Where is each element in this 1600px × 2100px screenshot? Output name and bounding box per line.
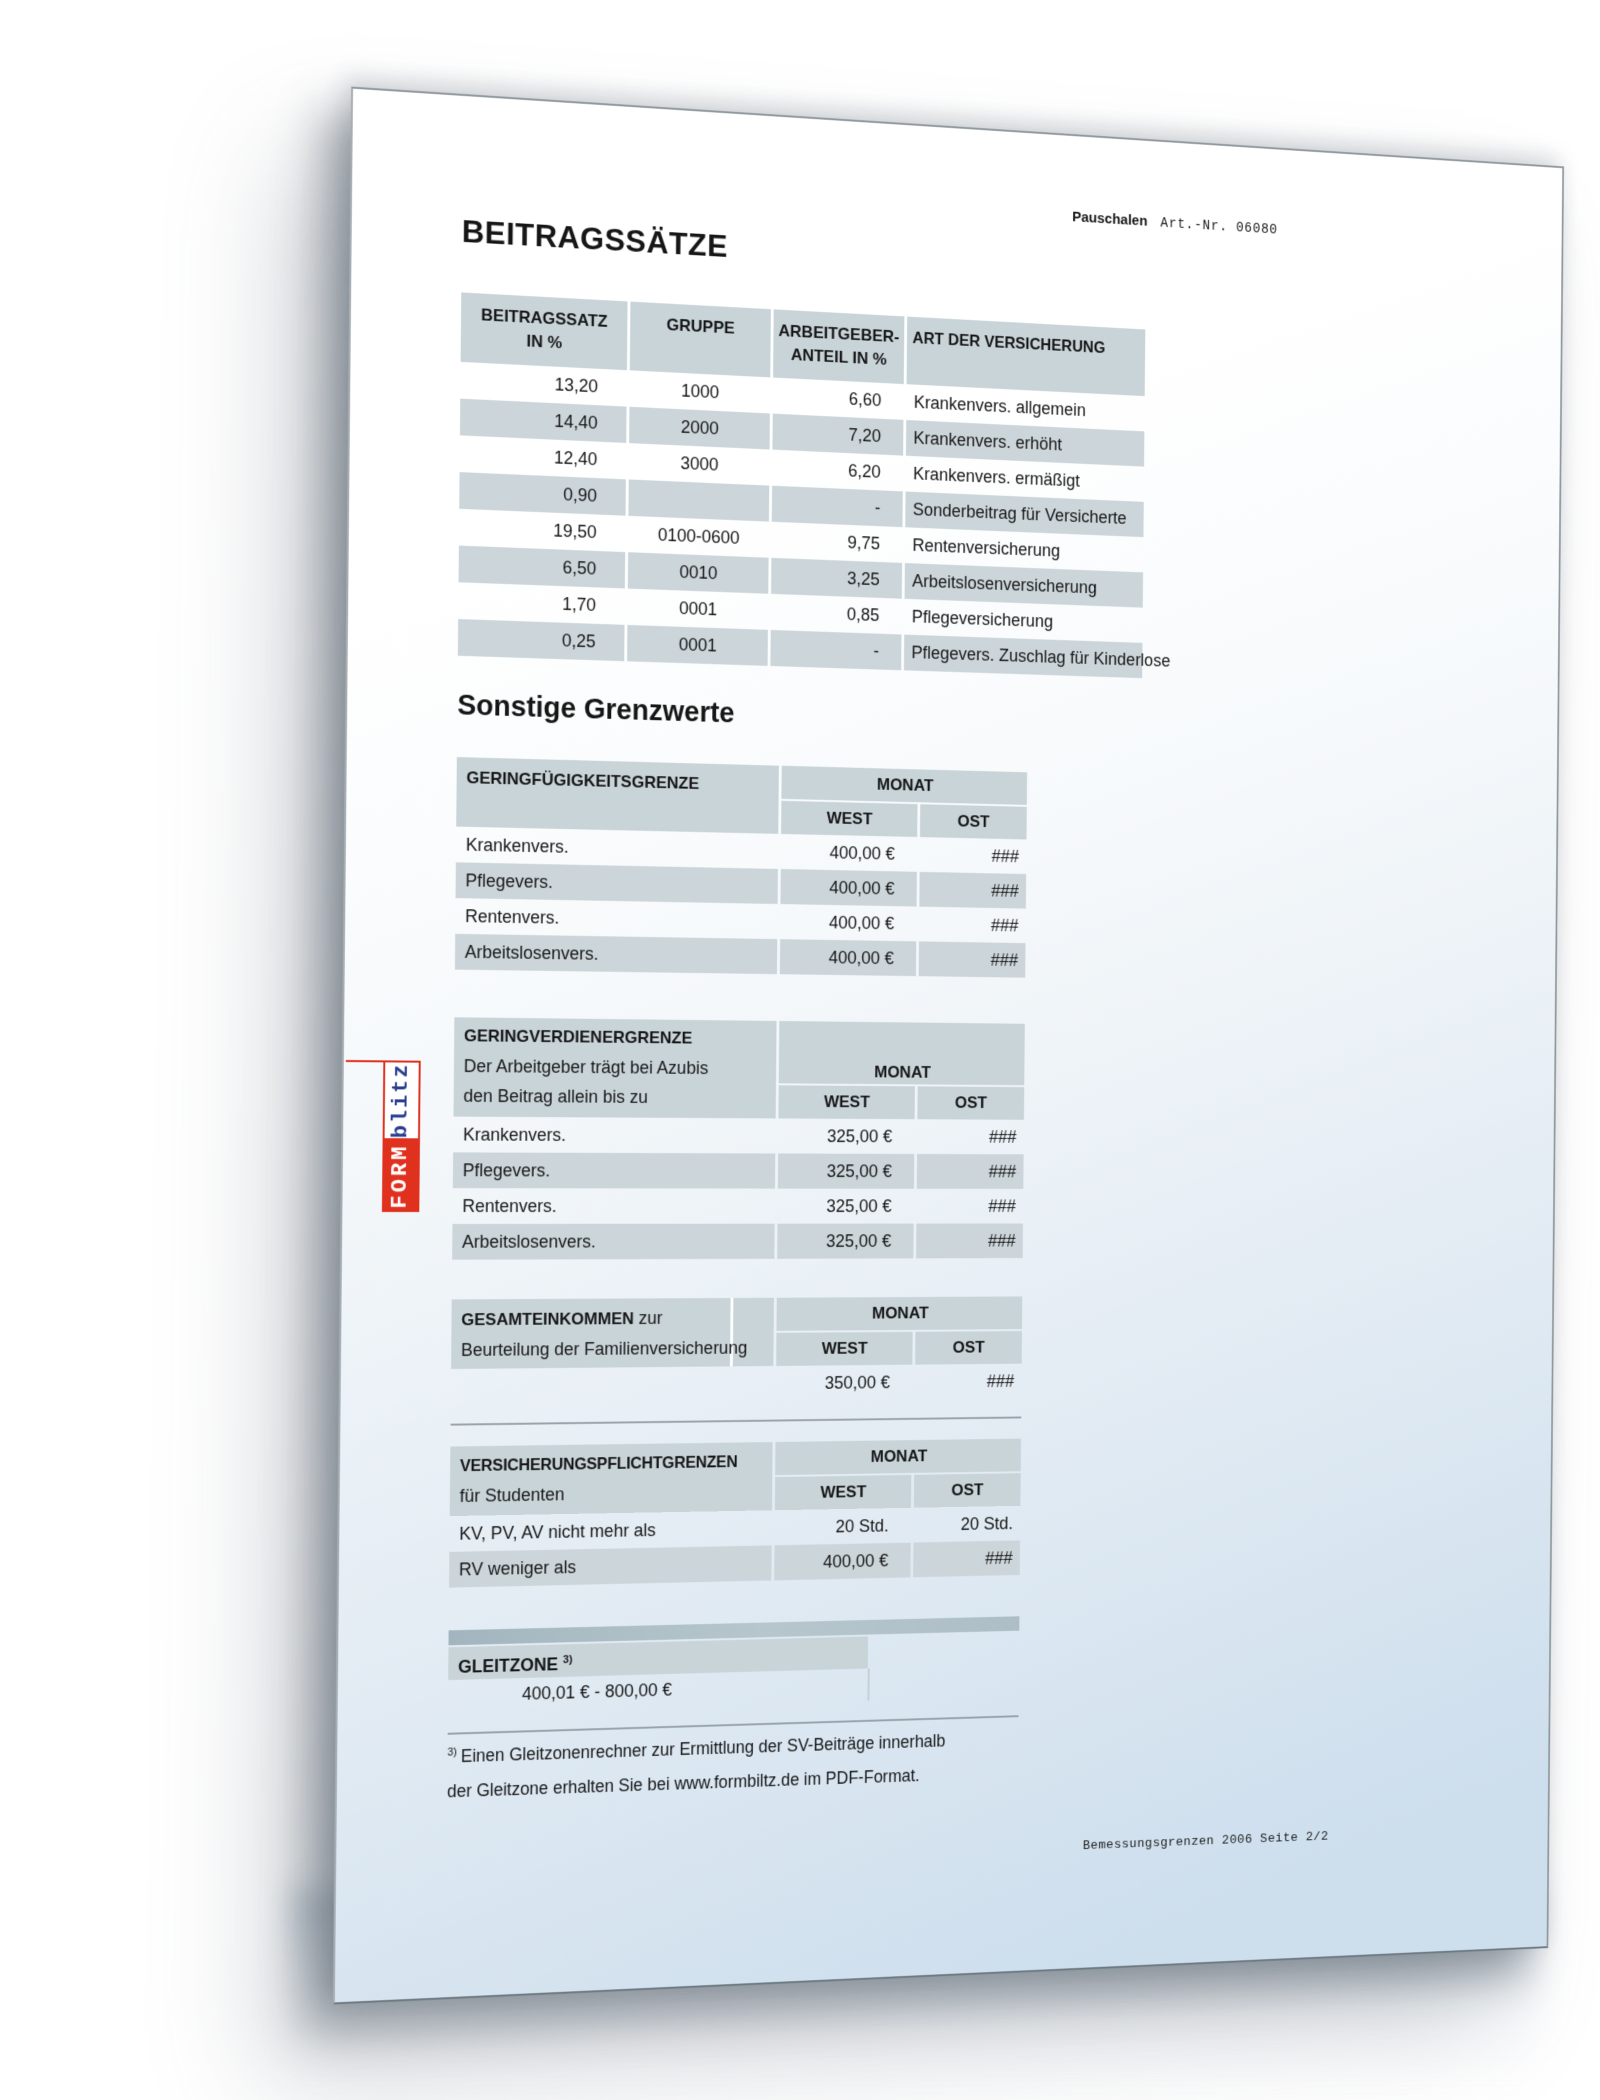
formblitz-logo	[382, 1060, 423, 1212]
col-header-line: BEITRAGSSATZ	[480, 305, 608, 331]
monat-header: MONAT	[779, 1021, 1025, 1085]
cell-west: 400,00 €	[829, 842, 895, 864]
cell-anteil: 0,85	[846, 604, 880, 626]
cell-art: Krankenvers. erhöht	[906, 420, 1144, 467]
cell-ost: ###	[988, 1196, 1016, 1216]
col-header-beitragssatz	[461, 292, 628, 370]
footnote-text: Einen Gleitzonenrechner zur Ermittlung der SV-Beiträge innerhalb	[460, 1730, 946, 1767]
cell-label: KV, PV, AV nicht mehr als	[459, 1520, 656, 1544]
cell-west: 400,00 €	[780, 869, 916, 907]
cell-gruppe	[628, 479, 769, 521]
cell-west: 325,00 €	[826, 1196, 892, 1216]
document-page	[333, 87, 1564, 2005]
cell-west: 20 Std.	[835, 1515, 889, 1537]
cell-satz: 13,20	[554, 374, 599, 397]
cell-ost: ###	[919, 941, 1026, 977]
divider-line	[451, 1416, 1022, 1425]
cell-ost: ###	[919, 872, 1026, 909]
col-header-line: ARBEITGEBER-	[778, 321, 900, 347]
section-heading: Sonstige Grenzwerte	[457, 689, 735, 730]
table-row	[453, 1152, 1024, 1189]
cell-art: Sonderbeitrag für Versicherte	[905, 492, 1144, 538]
monat-header: MONAT	[776, 1296, 1022, 1330]
cell-satz: 14,40	[460, 399, 627, 443]
limits-title: GESAMTEINKOMMEN	[461, 1309, 634, 1330]
cell-anteil: -	[772, 486, 903, 527]
cell-label: Pflegevers.	[456, 862, 778, 904]
cell-anteil: -	[770, 630, 901, 670]
column-divider	[868, 1668, 870, 1700]
west-header: WEST	[781, 801, 917, 837]
cell-gruppe: 3000	[680, 453, 719, 475]
cell-art: Krankenvers. ermäßigt	[913, 463, 1080, 491]
limits-title-line	[461, 1303, 764, 1335]
limits-title-cell	[450, 1442, 773, 1516]
gleitzone-table	[448, 1616, 1020, 1713]
limits-title-cell	[451, 1298, 774, 1369]
cell-art: Rentenversicherung	[912, 535, 1061, 561]
logo-blitz-text: blitz	[383, 1060, 421, 1140]
cell-gruppe: 0001	[627, 625, 768, 666]
cell-west: 400,00 €	[828, 912, 895, 934]
cell-west: 400,00 €	[780, 939, 916, 976]
west-header: WEST	[775, 1475, 912, 1510]
cell-label: Krankenvers.	[465, 834, 569, 857]
west-ost-header	[775, 1473, 1021, 1510]
cell-satz: 0,25	[458, 619, 625, 661]
cell-ost: ###	[986, 1371, 1015, 1391]
limits-title: GERINGFÜGIGKEITSGRENZE	[466, 768, 700, 793]
limits-subtitle: Der Arbeitgeber trägt bei Azubis	[463, 1056, 709, 1078]
cell-label: Arbeitslosenvers.	[455, 934, 777, 974]
limits-header	[453, 1017, 1024, 1119]
cell-satz: 0,90	[459, 472, 626, 516]
gesamteinkommen-table	[451, 1296, 1023, 1404]
limits-subtitle: Beurteilung der Familienversicherung	[460, 1337, 748, 1360]
footnote-ref: 3)	[447, 1746, 458, 1759]
limits-header	[456, 757, 1027, 839]
geringverdienergrenze-table	[452, 1017, 1025, 1259]
limits-title: VERSICHERUNGSPFLICHTGRENZEN	[459, 1453, 738, 1476]
table-row	[451, 1364, 1022, 1405]
cell-west: 325,00 €	[777, 1224, 913, 1259]
col-header-art: ART DER VERSICHERUNG	[907, 317, 1146, 397]
monat-header: MONAT	[781, 766, 1027, 805]
monat-header-block	[781, 766, 1027, 840]
cell-anteil: 9,75	[847, 532, 881, 554]
limits-title-cell	[453, 1017, 776, 1118]
cell-anteil: 6,20	[847, 460, 881, 482]
cell-anteil: 7,20	[772, 414, 903, 456]
col-header-gruppe: GRUPPE	[630, 302, 771, 378]
cell-ost: ###	[990, 915, 1019, 936]
west-ost-header	[778, 1085, 1024, 1119]
cell-satz: 6,50	[459, 546, 626, 589]
cell-art: Arbeitslosenversicherung	[905, 563, 1144, 608]
west-ost-header	[781, 801, 1027, 840]
table-row	[453, 1117, 1024, 1155]
cell-label: Rentenvers.	[465, 906, 560, 928]
gleitzone-title: GLEITZONE	[457, 1654, 559, 1677]
col-header-line: ANTEIL IN %	[790, 345, 887, 369]
table-row	[452, 1188, 1023, 1224]
cell-label: Krankenvers.	[462, 1124, 567, 1145]
limits-subtitle: für Studenten	[459, 1484, 565, 1506]
footnote	[447, 1724, 1178, 1803]
limits-subtitle: den Beitrag allein bis zu	[463, 1085, 649, 1107]
limits-header	[451, 1296, 1022, 1369]
limits-title: GERINGVERDIENERGRENZE	[463, 1026, 693, 1048]
limits-title-rest: zur	[638, 1308, 663, 1328]
cell-label: Rentenvers.	[462, 1196, 557, 1216]
cell-ost: ###	[913, 1540, 1020, 1577]
footnote-ref: 3)	[562, 1653, 573, 1667]
page-header-right	[1072, 209, 1278, 239]
cell-gruppe: 0001	[679, 598, 718, 620]
cell-label	[451, 1366, 774, 1405]
table-row	[452, 1223, 1023, 1259]
cell-west: 325,00 €	[778, 1153, 914, 1188]
footnote-text: der Gleitzone erhalten Sie bei www.formbiltz.de im PDF-Format.	[447, 1765, 920, 1802]
col-header-line: IN %	[526, 331, 563, 353]
ost-header: OST	[917, 1086, 1024, 1119]
contribution-rates-table	[458, 292, 1171, 678]
cell-gruppe: 0010	[628, 552, 769, 594]
ost-header: OST	[920, 804, 1027, 839]
monat-header-block	[776, 1296, 1022, 1366]
cell-ost: ###	[917, 1154, 1024, 1189]
versicherungspflichtgrenzen-table	[449, 1439, 1021, 1588]
logo-rotated	[382, 1060, 421, 1212]
monat-header: MONAT	[775, 1439, 1021, 1476]
ost-header: OST	[915, 1331, 1022, 1365]
cell-ost: 20 Std.	[960, 1513, 1014, 1534]
cell-label: RV weniger als	[449, 1545, 772, 1587]
cell-art: Pflegevers. Zuschlag für Kinderlose	[904, 635, 1143, 679]
cell-west: 350,00 €	[824, 1372, 891, 1393]
cell-satz: 12,40	[553, 447, 598, 470]
cell-label: Arbeitslosenvers.	[452, 1224, 775, 1260]
cell-gruppe: 2000	[629, 407, 770, 450]
limits-title-cell	[456, 757, 779, 834]
ost-header: OST	[914, 1473, 1021, 1508]
gleitzone-range: 400,01 € - 800,00 €	[521, 1679, 673, 1704]
west-ost-header	[776, 1331, 1022, 1366]
cell-ost: ###	[916, 1223, 1023, 1258]
cell-label: Pflegevers.	[453, 1152, 775, 1188]
monat-header-block	[775, 1439, 1021, 1511]
cell-art: Pflegeversicherung	[911, 606, 1054, 632]
article-number: Art.-Nr. 06080	[1160, 216, 1278, 239]
pauschalen-tag: Pauschalen	[1072, 208, 1148, 230]
cell-west: 325,00 €	[826, 1126, 893, 1147]
cell-ost: ###	[988, 1127, 1017, 1147]
cell-satz: 1,70	[562, 594, 597, 615]
cell-anteil: 6,60	[848, 389, 882, 411]
cell-gruppe: 1000	[681, 380, 720, 403]
logo-red-line	[346, 1060, 386, 1062]
cell-anteil: 3,25	[771, 558, 902, 599]
limits-header	[450, 1439, 1021, 1517]
cell-ost: ###	[991, 846, 1020, 867]
cell-gruppe: 0100-0600	[657, 524, 740, 548]
logo-form-text: FORM	[382, 1140, 420, 1212]
cell-west: 400,00 €	[774, 1543, 911, 1581]
west-header: WEST	[776, 1332, 912, 1366]
monat-header-block	[778, 1021, 1024, 1120]
page-footer: Bemessungsgrenzen 2006 Seite 2/2	[1082, 1830, 1329, 1854]
west-header: WEST	[778, 1085, 914, 1119]
cell-art: Krankenvers. allgemein	[913, 392, 1087, 420]
page-title: BEITRAGSSÄTZE	[461, 213, 728, 264]
col-header-arbeitgeberanteil	[773, 309, 904, 384]
geringfuegigkeitsgrenze-table	[455, 757, 1027, 978]
cell-satz: 19,50	[553, 520, 597, 543]
